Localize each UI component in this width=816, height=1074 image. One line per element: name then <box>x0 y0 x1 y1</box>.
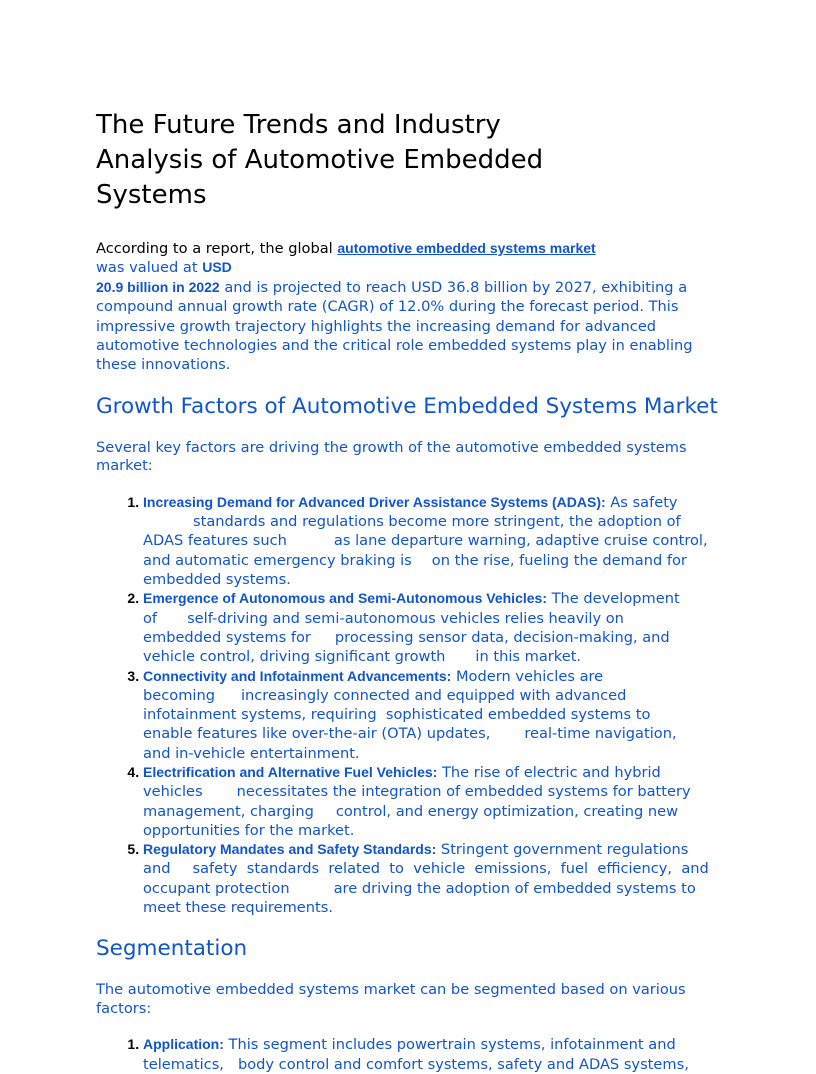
list-item-title: Increasing Demand for Advanced Driver Assistance Systems (ADAS): <box>143 493 606 510</box>
list-item-text: occupant protection <box>143 879 290 897</box>
list-item-text: on the rise, fueling the demand for <box>431 551 687 569</box>
list-item-title: Emergence of Autonomous and Semi-Autonomous Vehicles: <box>143 590 547 607</box>
list-item-text: embedded systems. <box>143 571 291 589</box>
list-item-text: safety standards related to vehicle emissions, fuel efficiency, and <box>192 860 709 878</box>
list-item-text: in this market. <box>475 648 582 666</box>
list-item-title: Electrification and Alternative Fuel Vehicles: <box>143 764 438 780</box>
list-item-text: management, charging <box>143 802 314 820</box>
intro-rest: and is projected to reach USD 36.8 billion by 2027, exhibiting a compound annual growth rate (CAGR) of 12.0% during the forecast period. This impressive growth trajectory highlights the increasing demand for advanced automotive technologies and the critical role embedded systems play in enabling these innovations. <box>96 278 693 374</box>
list-item-text: The rise of electric and hybrid <box>437 764 661 781</box>
list-item-text: and automatic emergency braking is <box>143 551 412 569</box>
list-item-text: becoming <box>143 686 215 704</box>
segmentation-lead: The automotive embedded systems market can be segmented based on various factors: <box>96 981 686 1017</box>
list-item-text: Modern vehicles are <box>451 667 604 685</box>
list-item-text: and in-vehicle entertainment. <box>143 744 360 762</box>
list-item-text: increasingly connected and equipped with advanced <box>240 686 627 704</box>
list-item-text: enable features like over-the-air (OTA) updates, <box>143 725 491 743</box>
list-item-text: and <box>143 860 171 878</box>
growth-factors-heading: Growth Factors of Automotive Embedded Systems Market <box>96 393 718 419</box>
list-item-text: processing sensor data, decision-making, and <box>334 628 670 646</box>
list-item-text: standards and regulations become more stringent, the adoption of <box>193 513 681 531</box>
list-item-text: vehicles <box>143 783 203 801</box>
list-item-text: infotainment systems, requiring sophisticated embedded systems to <box>143 706 651 724</box>
list-item-text: telematics, <box>143 1055 224 1073</box>
list-item-text: real-time navigation, <box>524 725 677 743</box>
list-item-text: self-driving and semi-autonomous vehicles relies heavily on <box>187 609 624 627</box>
list-item <box>143 840 720 917</box>
document-title: The Future Trends and Industry Analysis of Automotive Embedded Systems <box>96 110 544 210</box>
intro-prefix: According to a report, the global <box>96 240 338 257</box>
document-page <box>96 108 720 1074</box>
list-item <box>143 589 720 666</box>
list-item-text: This segment includes powertrain systems, infotainment and <box>223 1036 676 1054</box>
growth-factors-list <box>96 493 720 918</box>
intro-usd: USD <box>202 259 232 276</box>
segmentation-list <box>96 1035 720 1074</box>
intro-paragraph <box>96 239 720 375</box>
list-item-text: control, and energy optimization, creating new <box>335 802 679 820</box>
list-item-text: vehicle control, driving significant growth <box>143 648 446 666</box>
list-item-text: The development <box>546 590 680 608</box>
list-item <box>143 1035 720 1074</box>
list-item <box>143 667 720 763</box>
list-item-text: As safety <box>605 493 678 511</box>
list-item-text: opportunities for the market. <box>143 821 355 839</box>
list-item-text: meet these requirements. <box>143 899 333 917</box>
list-item <box>143 763 720 840</box>
list-item-text: embedded systems for <box>143 628 311 646</box>
list-item-title: Connectivity and Infotainment Advancements: <box>143 667 452 684</box>
intro-value: 20.9 billion in 2022 <box>96 278 220 295</box>
segmentation-heading: Segmentation <box>96 936 248 962</box>
market-report-link[interactable]: automotive embedded systems market <box>337 240 596 256</box>
growth-factors-lead: Several key factors are driving the growth of the automotive embedded systems market: <box>96 438 687 475</box>
list-item-text: of <box>143 609 158 627</box>
intro-valued-text: was valued at <box>96 259 203 277</box>
list-item-title: Application: <box>143 1036 224 1053</box>
list-item-text: body control and comfort systems, safety and ADAS systems, <box>237 1055 689 1073</box>
list-item-title: Regulatory Mandates and Safety Standards: <box>143 841 437 858</box>
list-item-text: are driving the adoption of embedded systems to <box>333 879 696 897</box>
list-item-text: Stringent government regulations <box>436 841 689 859</box>
list-item <box>143 493 720 589</box>
list-item-text: necessitates the integration of embedded systems for battery <box>236 783 691 801</box>
list-item-text: as lane departure warning, adaptive cruise control, <box>333 532 708 550</box>
list-item-text: ADAS features such <box>143 532 287 550</box>
